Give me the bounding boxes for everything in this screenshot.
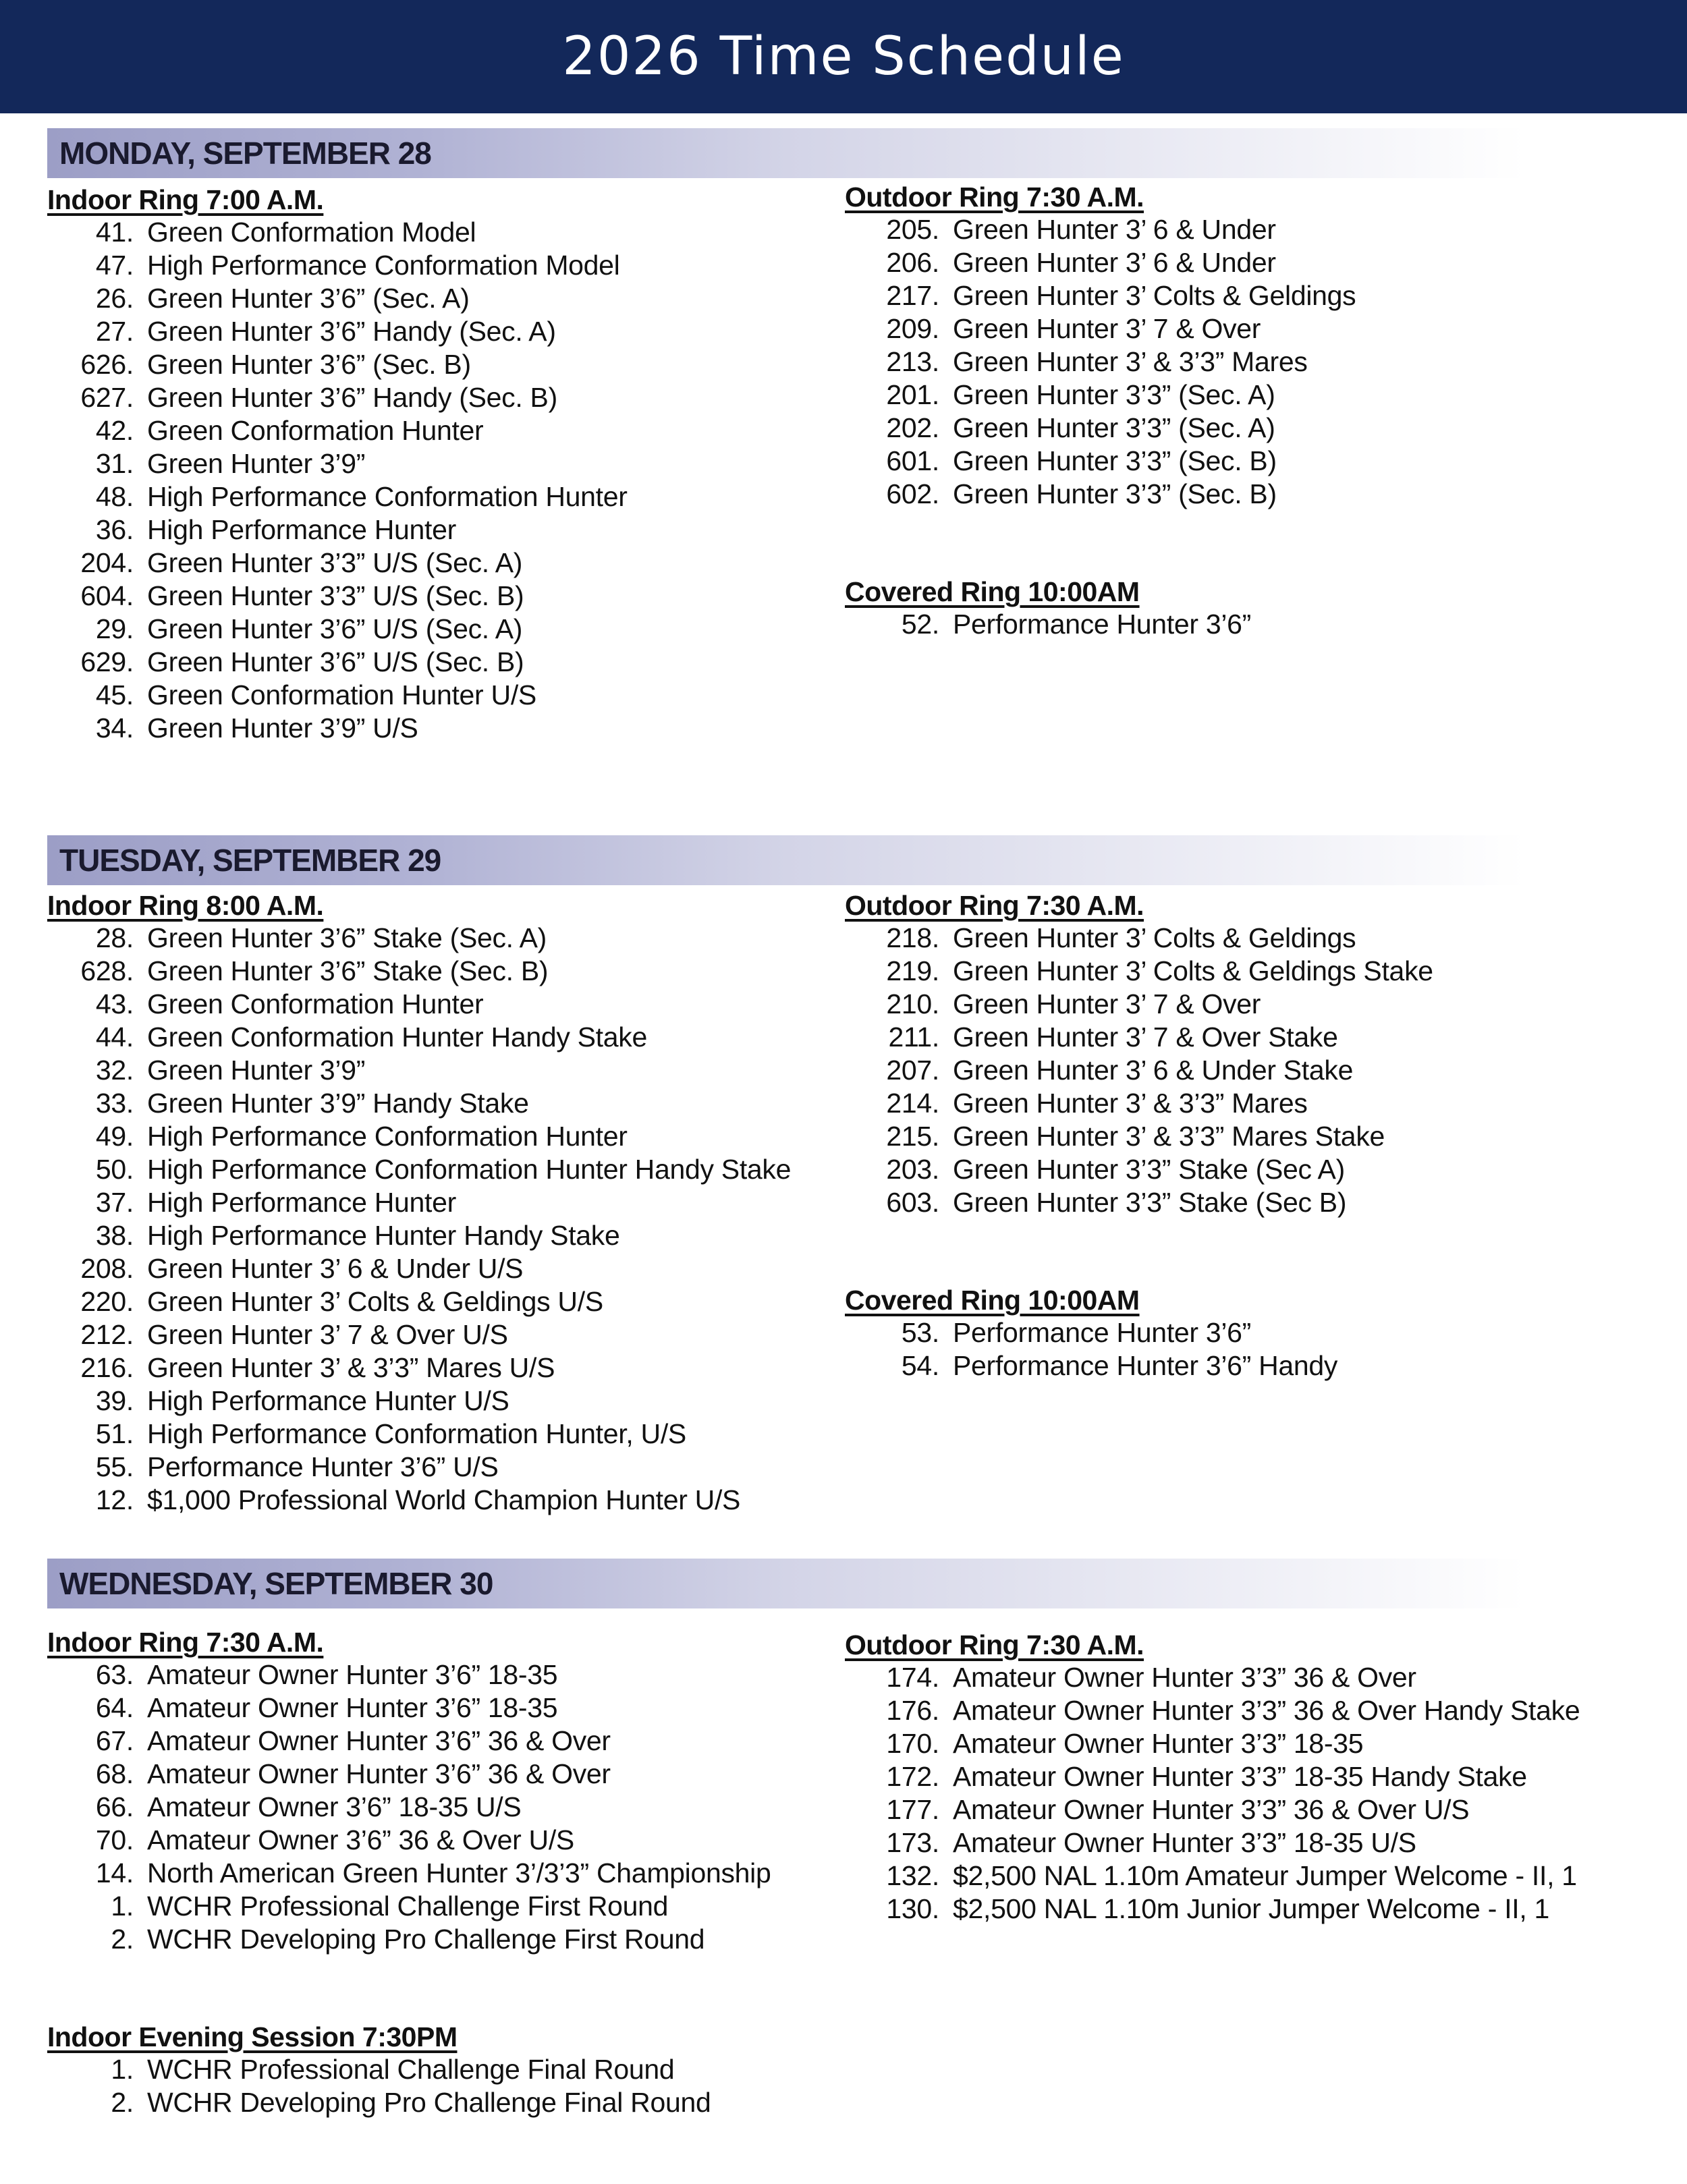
class-name: Green Hunter 3’6” Stake (Sec. A) bbox=[147, 922, 547, 953]
ring-title: Covered Ring 10:00AM bbox=[845, 1285, 1140, 1316]
class-number: 26. bbox=[95, 283, 134, 314]
class-name: WCHR Developing Pro Challenge Final Round bbox=[147, 2087, 711, 2118]
class-name: Green Hunter 3’ & 3’3” Mares U/S bbox=[147, 1352, 555, 1383]
class-name: Green Hunter 3’ Colts & Geldings bbox=[953, 922, 1356, 953]
class-number: 47. bbox=[95, 250, 134, 281]
class-number: 627. bbox=[80, 382, 134, 413]
class-entry bbox=[845, 1087, 1433, 1120]
class-entry bbox=[845, 1120, 1433, 1153]
class-number: 601. bbox=[886, 445, 939, 476]
class-number: 12. bbox=[95, 1484, 134, 1515]
class-number: 173. bbox=[886, 1827, 939, 1858]
page-title: 2026 Time Schedule bbox=[562, 26, 1125, 87]
class-name: $2,500 NAL 1.10m Junior Jumper Welcome - II, 1 bbox=[953, 1893, 1550, 1924]
class-name: Green Hunter 3’9” Handy Stake bbox=[147, 1088, 529, 1119]
class-name: Amateur Owner Hunter 3’3” 18-35 U/S bbox=[953, 1827, 1416, 1858]
class-entry bbox=[47, 1219, 791, 1252]
class-entry bbox=[845, 1760, 1580, 1793]
class-number: 628. bbox=[80, 955, 134, 986]
class-entry bbox=[845, 988, 1433, 1021]
class-name: Green Hunter 3’ & 3’3” Mares Stake bbox=[953, 1121, 1385, 1152]
class-entry bbox=[845, 279, 1356, 312]
class-number: 43. bbox=[95, 988, 134, 1019]
class-number: 39. bbox=[95, 1385, 134, 1416]
ring-title: Indoor Ring 7:00 A.M. bbox=[47, 184, 324, 215]
class-entry bbox=[47, 1153, 791, 1186]
class-entry bbox=[47, 381, 628, 414]
ring-title: Covered Ring 10:00AM bbox=[845, 576, 1140, 607]
class-number: 207. bbox=[886, 1055, 939, 1086]
schedule-banner bbox=[0, 0, 1687, 113]
class-name: Performance Hunter 3’6” U/S bbox=[147, 1451, 499, 1482]
class-name: Green Hunter 3’ Colts & Geldings U/S bbox=[147, 1286, 603, 1317]
class-entry bbox=[47, 1824, 771, 1857]
class-entry bbox=[47, 1087, 791, 1120]
class-entry bbox=[47, 1351, 791, 1384]
class-name: WCHR Professional Challenge Final Round bbox=[147, 2054, 675, 2085]
class-number: 218. bbox=[886, 922, 939, 953]
class-number: 219. bbox=[886, 955, 939, 986]
class-number: 172. bbox=[886, 1761, 939, 1792]
class-number: 52. bbox=[901, 609, 939, 640]
class-entry bbox=[47, 513, 628, 547]
class-name: Green Conformation Hunter U/S bbox=[147, 679, 536, 710]
class-list bbox=[845, 1316, 1433, 1382]
class-name: Amateur Owner Hunter 3’6” 36 & Over bbox=[147, 1725, 611, 1756]
class-entry bbox=[47, 1923, 771, 1956]
class-name: Amateur Owner Hunter 3’3” 36 & Over Handy Stake bbox=[953, 1695, 1580, 1726]
class-entry bbox=[845, 1349, 1433, 1382]
class-name: Green Hunter 3’ 6 & Under bbox=[953, 214, 1276, 245]
class-name: Green Hunter 3’6” Stake (Sec. B) bbox=[147, 955, 549, 986]
class-entry bbox=[47, 1857, 771, 1890]
left-column bbox=[47, 184, 628, 810]
class-name: Green Hunter 3’ 7 & Over Stake bbox=[953, 1021, 1338, 1053]
class-number: 70. bbox=[95, 1824, 134, 1855]
class-entry bbox=[47, 348, 628, 381]
class-entry bbox=[845, 1694, 1580, 1727]
class-name: Green Hunter 3’6” (Sec. B) bbox=[147, 349, 471, 380]
class-number: 34. bbox=[95, 712, 134, 744]
class-name: Green Hunter 3’ 7 & Over U/S bbox=[147, 1319, 508, 1350]
class-name: WCHR Professional Challenge First Round bbox=[147, 1891, 669, 1922]
ring-title: Outdoor Ring 7:30 A.M. bbox=[845, 890, 1144, 921]
ring-block bbox=[47, 2021, 771, 2119]
class-entry bbox=[47, 1285, 791, 1318]
class-number: 176. bbox=[886, 1695, 939, 1726]
class-number: 170. bbox=[886, 1728, 939, 1759]
class-entry bbox=[47, 922, 791, 955]
class-entry bbox=[47, 955, 791, 988]
class-entry bbox=[47, 1451, 791, 1484]
class-name: Amateur Owner Hunter 3’6” 18-35 bbox=[147, 1659, 558, 1690]
left-column bbox=[47, 889, 791, 1581]
class-name: Green Hunter 3’3” (Sec. B) bbox=[953, 445, 1277, 476]
class-name: Green Hunter 3’ 7 & Over bbox=[953, 988, 1261, 1019]
class-name: Amateur Owner 3’6” 36 & Over U/S bbox=[147, 1824, 574, 1855]
class-name: Green Hunter 3’ & 3’3” Mares bbox=[953, 1088, 1308, 1119]
class-number: 37. bbox=[95, 1187, 134, 1218]
class-name: High Performance Hunter bbox=[147, 514, 456, 545]
class-entry bbox=[47, 1318, 791, 1351]
class-number: 27. bbox=[95, 316, 134, 347]
class-entry bbox=[845, 955, 1433, 988]
left-column bbox=[47, 1626, 771, 2184]
class-list bbox=[47, 922, 791, 1517]
class-entry bbox=[845, 922, 1433, 955]
class-entry bbox=[47, 315, 628, 348]
class-name: High Performance Conformation Hunter bbox=[147, 1121, 628, 1152]
class-name: WCHR Developing Pro Challenge First Round bbox=[147, 1924, 705, 1955]
class-number: 38. bbox=[95, 1220, 134, 1251]
class-entry bbox=[845, 1316, 1433, 1349]
class-number: 36. bbox=[95, 514, 134, 545]
ring-title: Indoor Evening Session 7:30PM bbox=[47, 2021, 458, 2052]
class-entry bbox=[845, 1186, 1433, 1219]
class-entry bbox=[47, 1384, 791, 1418]
class-name: Performance Hunter 3’6” Handy bbox=[953, 1350, 1338, 1381]
class-number: 217. bbox=[886, 280, 939, 311]
class-entry bbox=[47, 1791, 771, 1824]
class-name: Amateur Owner Hunter 3’6” 36 & Over bbox=[147, 1758, 611, 1789]
class-number: 220. bbox=[80, 1286, 134, 1317]
class-number: 130. bbox=[886, 1893, 939, 1924]
class-number: 210. bbox=[886, 988, 939, 1019]
class-entry bbox=[47, 580, 628, 613]
class-number: 50. bbox=[95, 1154, 134, 1185]
class-entry bbox=[845, 412, 1356, 445]
class-name: $2,500 NAL 1.10m Amateur Jumper Welcome - II, 1 bbox=[953, 1860, 1577, 1891]
class-entry bbox=[845, 213, 1356, 246]
day-header bbox=[47, 1559, 1525, 1608]
class-entry bbox=[845, 1021, 1433, 1054]
class-entry bbox=[47, 1691, 771, 1725]
class-name: High Performance Conformation Hunter bbox=[147, 481, 628, 512]
class-number: 202. bbox=[886, 412, 939, 443]
class-number: 629. bbox=[80, 646, 134, 677]
class-name: Green Hunter 3’3” Stake (Sec B) bbox=[953, 1187, 1347, 1218]
class-number: 54. bbox=[901, 1350, 939, 1381]
class-entry bbox=[845, 478, 1356, 511]
class-number: 604. bbox=[80, 580, 134, 611]
class-number: 29. bbox=[95, 613, 134, 644]
class-name: Green Conformation Hunter bbox=[147, 415, 484, 446]
class-entry bbox=[845, 1727, 1580, 1760]
class-number: 174. bbox=[886, 1662, 939, 1693]
class-number: 66. bbox=[95, 1791, 134, 1822]
ring-block bbox=[47, 1626, 771, 1956]
class-number: 209. bbox=[886, 313, 939, 344]
class-entry bbox=[845, 445, 1356, 478]
class-name: Green Hunter 3’3” (Sec. A) bbox=[953, 412, 1275, 443]
class-number: 44. bbox=[95, 1021, 134, 1053]
class-number: 14. bbox=[95, 1857, 134, 1888]
class-entry bbox=[47, 1120, 791, 1153]
class-name: Green Hunter 3’6” Handy (Sec. A) bbox=[147, 316, 556, 347]
class-name: Amateur Owner Hunter 3’3” 18-35 bbox=[953, 1728, 1364, 1759]
class-entry bbox=[845, 1054, 1433, 1087]
class-number: 2. bbox=[111, 1924, 134, 1955]
class-name: Green Hunter 3’ 6 & Under Stake bbox=[953, 1055, 1354, 1086]
class-list bbox=[845, 922, 1433, 1219]
class-name: Amateur Owner Hunter 3’3” 36 & Over bbox=[953, 1662, 1416, 1693]
class-entry bbox=[845, 1826, 1580, 1859]
right-column bbox=[845, 1629, 1580, 1990]
class-number: 205. bbox=[886, 214, 939, 245]
class-name: High Performance Conformation Model bbox=[147, 250, 620, 281]
class-entry bbox=[47, 249, 628, 282]
class-entry bbox=[47, 1890, 771, 1923]
class-entry bbox=[845, 312, 1356, 345]
class-entry bbox=[47, 1484, 791, 1517]
class-entry bbox=[47, 1725, 771, 1758]
class-entry bbox=[47, 547, 628, 580]
class-number: 33. bbox=[95, 1088, 134, 1119]
class-name: Amateur Owner Hunter 3’3” 18-35 Handy Stake bbox=[953, 1761, 1527, 1792]
class-name: Green Hunter 3’9” bbox=[147, 448, 366, 479]
class-name: Green Hunter 3’6” (Sec. A) bbox=[147, 283, 470, 314]
class-number: 177. bbox=[886, 1794, 939, 1825]
class-number: 49. bbox=[95, 1121, 134, 1152]
class-number: 216. bbox=[80, 1352, 134, 1383]
class-name: Green Hunter 3’ & 3’3” Mares bbox=[953, 346, 1308, 377]
class-entry bbox=[47, 646, 628, 679]
class-number: 626. bbox=[80, 349, 134, 380]
class-name: Green Hunter 3’9” bbox=[147, 1055, 366, 1086]
class-number: 214. bbox=[886, 1088, 939, 1119]
class-entry bbox=[47, 2086, 771, 2119]
ring-title: Outdoor Ring 7:30 A.M. bbox=[845, 1629, 1144, 1660]
class-number: 211. bbox=[888, 1021, 939, 1053]
class-list bbox=[845, 213, 1356, 511]
class-number: 212. bbox=[80, 1319, 134, 1350]
class-list bbox=[47, 2053, 771, 2119]
class-number: 203. bbox=[886, 1154, 939, 1185]
ring-block bbox=[845, 181, 1356, 511]
class-name: Amateur Owner Hunter 3’6” 18-35 bbox=[147, 1692, 558, 1723]
ring-block bbox=[845, 576, 1356, 641]
class-name: Green Hunter 3’9” U/S bbox=[147, 712, 418, 744]
class-name: Green Hunter 3’ 6 & Under bbox=[953, 247, 1276, 278]
class-number: 215. bbox=[886, 1121, 939, 1152]
class-number: 213. bbox=[886, 346, 939, 377]
class-number: 208. bbox=[80, 1253, 134, 1284]
class-entry bbox=[47, 1186, 791, 1219]
class-number: 31. bbox=[95, 448, 134, 479]
class-entry bbox=[47, 282, 628, 315]
class-number: 68. bbox=[95, 1758, 134, 1789]
ring-title: Indoor Ring 8:00 A.M. bbox=[47, 890, 324, 921]
class-entry bbox=[845, 1793, 1580, 1826]
class-entry bbox=[47, 414, 628, 447]
class-name: Green Hunter 3’3” U/S (Sec. B) bbox=[147, 580, 524, 611]
class-entry bbox=[845, 379, 1356, 412]
class-name: Amateur Owner 3’6” 18-35 U/S bbox=[147, 1791, 522, 1822]
class-number: 41. bbox=[95, 217, 134, 248]
class-list bbox=[845, 1661, 1580, 1926]
day-title: TUESDAY, SEPTEMBER 29 bbox=[59, 843, 441, 878]
right-column bbox=[845, 181, 1356, 706]
ring-title: Outdoor Ring 7:30 A.M. bbox=[845, 181, 1144, 213]
class-name: High Performance Conformation Hunter, U/S bbox=[147, 1418, 686, 1449]
class-name: Green Hunter 3’ Colts & Geldings bbox=[953, 280, 1356, 311]
class-entry bbox=[47, 613, 628, 646]
class-entry bbox=[47, 988, 791, 1021]
class-number: 132. bbox=[886, 1860, 939, 1891]
class-name: $1,000 Professional World Champion Hunter U/S bbox=[147, 1484, 741, 1515]
class-name: Green Hunter 3’3” U/S (Sec. A) bbox=[147, 547, 523, 578]
class-name: High Performance Hunter U/S bbox=[147, 1385, 509, 1416]
class-entry bbox=[47, 1021, 791, 1054]
class-number: 602. bbox=[886, 478, 939, 509]
class-entry bbox=[47, 2053, 771, 2086]
class-number: 1. bbox=[111, 2054, 134, 2085]
class-number: 206. bbox=[886, 247, 939, 278]
class-number: 51. bbox=[95, 1418, 134, 1449]
class-name: Performance Hunter 3’6” bbox=[953, 609, 1252, 640]
class-entry bbox=[845, 608, 1356, 641]
class-number: 1. bbox=[111, 1891, 134, 1922]
class-name: Green Hunter 3’6” U/S (Sec. A) bbox=[147, 613, 523, 644]
class-entry bbox=[47, 480, 628, 513]
class-number: 48. bbox=[95, 481, 134, 512]
class-name: Green Conformation Hunter bbox=[147, 988, 484, 1019]
class-number: 55. bbox=[95, 1451, 134, 1482]
class-entry bbox=[47, 712, 628, 745]
class-number: 28. bbox=[95, 922, 134, 953]
ring-block bbox=[47, 184, 628, 745]
class-name: Green Hunter 3’6” U/S (Sec. B) bbox=[147, 646, 524, 677]
class-number: 67. bbox=[95, 1725, 134, 1756]
class-entry bbox=[47, 216, 628, 249]
class-entry bbox=[47, 679, 628, 712]
day-header bbox=[47, 128, 1525, 178]
class-name: Green Hunter 3’3” (Sec. A) bbox=[953, 379, 1275, 410]
class-name: Green Conformation Model bbox=[147, 217, 476, 248]
class-entry bbox=[47, 1658, 771, 1691]
class-entry bbox=[845, 345, 1356, 379]
class-entry bbox=[47, 1252, 791, 1285]
class-number: 53. bbox=[901, 1317, 939, 1348]
class-name: Green Hunter 3’ Colts & Geldings Stake bbox=[953, 955, 1433, 986]
ring-block bbox=[845, 1284, 1433, 1382]
class-name: High Performance Conformation Hunter Handy Stake bbox=[147, 1154, 792, 1185]
class-number: 63. bbox=[95, 1659, 134, 1690]
class-number: 45. bbox=[95, 679, 134, 710]
class-name: Performance Hunter 3’6” bbox=[953, 1317, 1252, 1348]
class-name: Green Hunter 3’ 6 & Under U/S bbox=[147, 1253, 524, 1284]
class-name: Green Hunter 3’3” Stake (Sec A) bbox=[953, 1154, 1345, 1185]
day-title: MONDAY, SEPTEMBER 28 bbox=[59, 136, 431, 171]
class-entry bbox=[845, 1859, 1580, 1893]
right-column bbox=[845, 889, 1433, 1447]
class-name: North American Green Hunter 3’/3’3” Championship bbox=[147, 1857, 771, 1888]
class-number: 42. bbox=[95, 415, 134, 446]
class-entry bbox=[47, 1758, 771, 1791]
class-name: Green Conformation Hunter Handy Stake bbox=[147, 1021, 647, 1053]
class-list bbox=[47, 1658, 771, 1956]
class-entry bbox=[47, 1418, 791, 1451]
class-entry bbox=[845, 1153, 1433, 1186]
class-name: High Performance Hunter bbox=[147, 1187, 456, 1218]
class-number: 2. bbox=[111, 2087, 134, 2118]
class-name: Green Hunter 3’3” (Sec. B) bbox=[953, 478, 1277, 509]
class-name: Green Hunter 3’6” Handy (Sec. B) bbox=[147, 382, 557, 413]
class-number: 204. bbox=[80, 547, 134, 578]
class-entry bbox=[845, 246, 1356, 279]
class-number: 603. bbox=[886, 1187, 939, 1218]
class-entry bbox=[845, 1661, 1580, 1694]
class-list bbox=[47, 216, 628, 745]
class-name: Green Hunter 3’ 7 & Over bbox=[953, 313, 1261, 344]
ring-block bbox=[845, 889, 1433, 1219]
class-entry bbox=[47, 447, 628, 480]
ring-block bbox=[845, 1629, 1580, 1926]
ring-title: Indoor Ring 7:30 A.M. bbox=[47, 1627, 324, 1658]
day-header bbox=[47, 835, 1525, 885]
class-list bbox=[845, 608, 1356, 641]
class-name: High Performance Hunter Handy Stake bbox=[147, 1220, 620, 1251]
class-number: 32. bbox=[95, 1055, 134, 1086]
class-number: 64. bbox=[95, 1692, 134, 1723]
class-entry bbox=[845, 1893, 1580, 1926]
class-name: Amateur Owner Hunter 3’3” 36 & Over U/S bbox=[953, 1794, 1470, 1825]
class-entry bbox=[47, 1054, 791, 1087]
day-title: WEDNESDAY, SEPTEMBER 30 bbox=[59, 1566, 493, 1601]
class-number: 201. bbox=[886, 379, 939, 410]
ring-block bbox=[47, 889, 791, 1517]
